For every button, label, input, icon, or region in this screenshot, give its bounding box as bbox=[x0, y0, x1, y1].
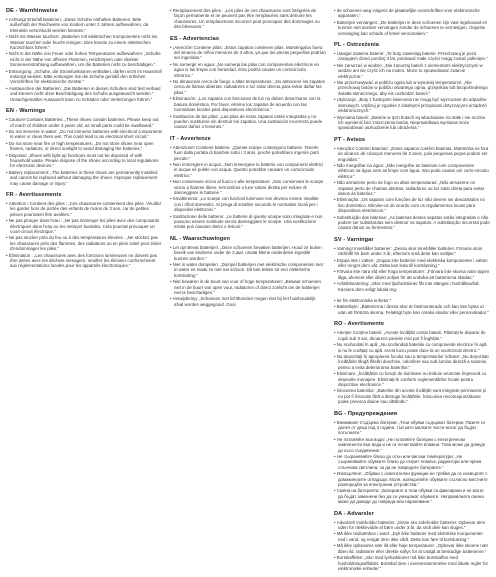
warning-item: • Disposal: „Shoes with light-up functions must not be disposed of with household waste. Please dispose of the shoes according to local regulations for electronic devices.“ bbox=[6, 153, 162, 169]
warning-item: • Смяна на батерията: „Батериите в тези обувки са фиксирани и не могат да бъдат заменени без да се унищожат обувките. Неправилната смяна може да доведе до повреда или нараняване.“ bbox=[334, 488, 490, 504]
warning-item: • Atenção! Contém baterias: „Estes sapatos contêm baterias. Mantenha-os fora do alcance de crianças menores de 3 anos, pois pequenas peças podem ser engolidas.“ bbox=[334, 146, 490, 162]
warning-item: • Nie zanurzać w wodzie: „Nie zanurzaj baterii z elementami elektrycznymi w wodzie ani nie czyść ich na mokro. Może to spowodować zwarcie elektryczne.“ bbox=[334, 63, 490, 79]
section-title: PL - Ostrzeżenia bbox=[334, 42, 380, 49]
warning-section bbox=[170, 36, 326, 130]
warning-item: • Înlocuirea bateriilor: „Bateriile din aceste încălțări sunt integrate permanent și nu pot fi înlocuite fără a distruge încălțările. Înlocuirea necorespunzătoare poate provoca daune sau vătămări.“ bbox=[334, 388, 490, 404]
warning-item: • Wymiana baterii: „Baterie w tych butach są wbudowane na stałe i nie można ich wymienić bez zniszczenia butów. Nieprawidłowa wymiana może spowodować uszkodzenie lub obrażenia.“ bbox=[334, 115, 490, 131]
warning-item: • Batteribyte: „Batterierna i dessa skor är fastmonterade och kan inte bytas ut utan att förstöra skorna. Felaktigt byte kan orsaka skador eller personskador.“ bbox=[334, 304, 490, 315]
warning-item: • Не потапяйте във вода: „Не потапяйте батерии с електрически компоненти във вода и не ги почиствайте влажни. Това може да доведе до късо съединение.“ bbox=[334, 437, 490, 453]
warning-item: • Não mergulhar na água: „Não mergulhe as baterias com componentes elétricos na água nem as limpe com água. Isso pode causar um curto-circuito elétrico.“ bbox=[334, 163, 490, 179]
warning-item: • Non conservare vicino al fuoco o alle temperature: „Non conservare le scarpe vicino a fiamme libere, termosifoni o luce solare diretta per evitare di danneggiare le batterie.“ bbox=[170, 179, 326, 195]
section-title: DE - Warnhinweise bbox=[6, 8, 58, 14]
warning-section bbox=[334, 298, 490, 315]
warning-item: • Eliminación: „Los zapatos con funciones de luz no deben desecharse con la basura doméstica. Por favor, elimine los zapatos de acuerdo con las normativas locales para dispositivos electrónicos.“ bbox=[170, 96, 326, 112]
section-title: EN - Warnings bbox=[6, 108, 46, 115]
section-title: IT - Avvertenze bbox=[170, 135, 211, 142]
warning-section bbox=[170, 236, 326, 307]
warning-item: • Nie przechowywać w pobliżu ognia lub w wysokiej temperaturze: „Nie przechowuj butów w pobliżu otwartego ognia, grzejników lub bezpośredniego światła słonecznego, aby nie uszkodzić baterii.“ bbox=[334, 80, 490, 96]
warning-item: • Sustitución de las pilas: „Las pilas de estos zapatos están integradas y no pueden sustituirse sin destruir los zapatos. Una sustitución incorrecta puede causar daños o lesiones.“ bbox=[170, 114, 326, 130]
warning-item: • Varning! Innehåller batterier: „Dessa skor innehåller batterier. Förvara utom räckhåll för barn under 3 år, eftersom små delar kan sväljas.“ bbox=[334, 246, 490, 257]
warning-item: • Eliminare: „Încălțările cu funcții de iluminare nu trebuie aruncate împreună cu deșeurile menajere. Eliminați-le conform reglementărilor locale pentru dispozitive electronice.“ bbox=[334, 371, 490, 387]
warning-item: • Do not store near fire or high temperatures: „Do not store shoes near open flames, radiators, or direct sunlight to avoid damaging the batteries.“ bbox=[6, 141, 162, 152]
warning-item: • Må ikke opbevares nær ild eller høje temperaturer: „Opbevar ikke skoene nær åben ild, radiatorer eller direkte sollys for at undgå at beskadige batterierne.“ bbox=[334, 543, 490, 554]
warning-item: • Не съхранявайте близо до огън или високи температури: „Не съхранявайте обувките близо до открит пламък, радиатори или пряка слънчева светлина, за да не повредите батериите.“ bbox=[334, 454, 490, 470]
warning-item: • Attention ! Contient des piles : „Ces chaussures contiennent des piles. Veuillez les garder hors de portée des enfants de moins de 3 ans, car de petites pièces pourraient être avalées.“ bbox=[6, 201, 162, 217]
warning-item: • Élimination : „Les chaussures avec des fonctions lumineuses ne doivent pas être jetées avec les déchets ménagers. Veuillez les éliminer conformément aux réglementations locales pour les appareils électroniques.“ bbox=[6, 253, 162, 269]
warning-item: • Niet in water dompelen: „Dompel batterijen met elektrische componenten niet in water en maak ze niet nat schoon. Dit kan leiden tot een elektrische kortsluiting.“ bbox=[170, 262, 326, 278]
column-1 bbox=[6, 8, 162, 577]
warning-item: • No sumergir en agua: „No sumerja las pilas con componentes eléctricos en agua ni las limpie con humedad. Esto podría causar un cortocircuito eléctrico.“ bbox=[170, 62, 326, 78]
warning-item: • Austauschen der Batterien: „Die Batterien in diesen Schuhen sind fest verbaut und können nicht ohne Beschädigung des Schuhs ausgetauscht werden.“ Unsachgemäßer Austausch kann zu Schäden oder Verletzungen führen.“ bbox=[6, 86, 162, 102]
warning-section bbox=[334, 511, 490, 572]
section-title: SV - Varningar bbox=[334, 236, 374, 243]
column-2 bbox=[170, 8, 326, 577]
warning-item: • Nicht ins Wasser tauchen: „Batterien mit elektrischen Komponenten nicht ins Wasser tauchen oder feucht reinigen. Dies könnte zu einem elektrischen Kurzschluss führen.“ bbox=[6, 34, 162, 50]
warning-section bbox=[334, 42, 490, 131]
warning-item: • Ne pas plonger dans l'eau : „Ne pas immerger les piles avec des composants électriques dans l'eau ou les nettoyer humides. Cela pourrait provoquer un court-circuit électrique.“ bbox=[6, 218, 162, 234]
warning-item: • Doppa inte i vatten: „Doppa inte batterier med elektriska komponenter i vatten eller rengör dem våt. Detta kan leda till kortslutning.“ bbox=[334, 258, 490, 269]
warning-item: • Uwaga! Zawiera baterie: „Te buty zawierają baterie. Przechowuj je poza zasięgiem dzieci poniżej 3 lat, ponieważ małe części mogą zostać połknięte.“ bbox=[334, 51, 490, 62]
warning-item: • Do not immerse in water: „Do not immerse batteries with electrical components in water or clean them wet. This could lead to an electrical short circuit.“ bbox=[6, 129, 162, 140]
warning-item: • de schoenen weg volgens de plaatselijke voorschriften voor elektronische apparaten.“ bbox=[334, 8, 490, 19]
warning-section bbox=[6, 192, 162, 269]
warning-item: • Sostituzione delle batterie: „Le batterie di queste scarpe sono integrate e non possono essere sostituite senza danneggiare le scarpe. Una sostituzione errata può causare danni o lesioni.“ bbox=[170, 214, 326, 230]
warning-section bbox=[6, 8, 162, 102]
warning-item: • Nicht in der Nähe von Feuer oder hohen Temperaturen aufbewahren: „Schuhe nicht in der Nähe von offenen Flammen, Heizkörpern oder direkter Sonneneinstrahlung aufbewahren, um die Batterien nicht zu beschädigen.“ bbox=[6, 51, 162, 67]
warning-item: • Eliminação: „Os sapatos com funções de luz não devem ser descartados no lixo doméstico. Elimine-os de acordo com os regulamentos locais para dispositivos eletrónicos.“ bbox=[334, 197, 490, 213]
warning-section bbox=[334, 137, 490, 231]
warning-item: • Ne pas stocker près du feu ou à des températures élevées : „Ne stockez pas les chaussures près des flammes, des radiateurs ou en plein soleil pour éviter d'endommager les piles.“ bbox=[6, 235, 162, 251]
warning-item: • Entsorgung: „Schuhe, die Stromfunktionen enthalten, dürfen nicht im Hausmüll entsorgt werden. Bitte entsorgen Sie die Schuhe gemäß den örtlichen Vorschriften für elektronische Geräte.“ bbox=[6, 69, 162, 85]
warning-section bbox=[334, 321, 490, 404]
warning-item: • Verwijdering: „Schoenen met lichtfuncties mogen niet bij het huishoudelijk afval worden weggegooid. Gooi bbox=[170, 296, 326, 307]
warning-section bbox=[170, 8, 326, 30]
warning-section bbox=[334, 411, 490, 505]
section-title: BG - Предупреждения bbox=[334, 410, 398, 417]
warning-item: • Må ikke nedsænkes i vand: „Dyk ikke batterier med elektriske komponenter ned i vand, og rengør dem ikke vådt. Dette kan føre til kortslutning.“ bbox=[334, 531, 490, 542]
warning-item: • Atenție! Conține baterii: „Aceste încălțări conțin baterii. Păstrați-le departe de copiii sub 3 ani, deoarece piesele mici pot fi înghițite.“ bbox=[334, 330, 490, 341]
warning-item: • Batterijen vervangen: „De batterijen in deze schoenen zijn vast ingebouwd en kunnen niet worden vervangen zonder de schoenen te vernietigen. Onjuiste vervanging kan schade of letsel veroorzaken.“ bbox=[334, 20, 490, 36]
warning-item: • Caution! Contains Batteries: „These shoes contain batteries. Please keep out of reach of children under 3 years old, as small parts could be swallowed.“ bbox=[6, 117, 162, 128]
section-title: FR - Avertissements bbox=[6, 191, 62, 198]
warning-item: • Изхвърляне: „Обувки с осветителни функции не трябва да се изхвърлят с домакинските отпадъци. Моля, изхвърляйте обувките съгласно местните разпоредби за електронни устройства.“ bbox=[334, 471, 490, 487]
section-title: ES - Advertencias bbox=[170, 35, 220, 42]
warning-section bbox=[6, 108, 162, 186]
warning-item: • Внимание! Съдържа батерии: „Тези обувки съдържат батерии. Пазете ги далеч от деца под 3 години, тъй като малките части могат да бъдат погълнати.“ bbox=[334, 420, 490, 436]
warning-item: • Substituição das baterias: „As baterias destes sapatos estão integradas e não podem ser substituídas sem destruir os sapatos. A substituição incorreta pode causar danos ou ferimentos.“ bbox=[334, 215, 490, 231]
warning-item: • Remplacement des piles : „Les piles de ces chaussures sont intégrées de façon permanente et ne peuvent pas être remplacées sans détruire les chaussures. Un remplacement incorrect peut provoquer des dommages ou des blessures.“ bbox=[170, 8, 326, 30]
warning-section bbox=[170, 136, 326, 230]
warning-item: • Förvara inte nära eld eller höga temperaturer: „Förvara inte skorna nära öppen låga, element eller direkt solljus för att undvika att batterierna skadas.“ bbox=[334, 269, 490, 280]
warning-item: • Nu scufundați în apă: „Nu scufundați bateriile cu componente electrice în apă și nu le curățați cu apă. Acest lucru poate duce la un scurtcircuit electric.“ bbox=[334, 342, 490, 353]
warning-item: • Attenzione! Contiene batterie: „Queste scarpe contengono batterie. Tenerle fuori dalla portata di bambini sotto i 3 anni, poiché potrebbero ingerire parti piccole.“ bbox=[170, 145, 326, 161]
warning-item: • Bortskaffelse: „Sko med lysfunktioner må ikke bortskaffes med husholdningsaffaldet. Bortskaf dem i overensstemmelse med lokale regler for elektroniske enheder.“ bbox=[334, 555, 490, 571]
warning-section bbox=[334, 8, 490, 36]
warning-item: • No almacenar cerca de fuego o altas temperaturas: „No almacene los zapatos cerca de llamas abiertas, radiadores o luz solar directa para evitar dañar las pilas.“ bbox=[170, 79, 326, 95]
section-title: NL - Waarschuwingen bbox=[170, 235, 231, 242]
warning-item: • Não armazene perto de fogo ou altas temperaturas: „Não armazene os sapatos perto de chamas abertas, radiadores ou luz solar direta para evitar danos às baterias.“ bbox=[334, 180, 490, 196]
column-3 bbox=[334, 8, 490, 577]
warning-item: • Avfallshantering: „Skor med ljusfunktioner får inte slängas i hushållsavfall. Kassera dem enligt lokala reg- bbox=[334, 281, 490, 292]
section-title: PT - Avisos bbox=[334, 136, 366, 143]
warning-item: • Advarsel! Indeholder batterier: „Disse sko indeholder batterier. Opbevar dem uden for rækkevidde af børn under 3 år, da små dele kan sluges.“ bbox=[334, 520, 490, 531]
warning-item: • Let op! Bevat batterijen: „Deze schoenen bevatten batterijen. Houd ze buiten bereik van kinderen onder de 3 jaar, omdat kleine onderdelen ingeslikt kunnen worden.“ bbox=[170, 245, 326, 261]
section-title: RO - Avertismente bbox=[334, 321, 385, 328]
warning-item: • Achtung! Ertiefall Batterien: „Diese Schuhe enthalten Batterien. Bitte außerhalb der Reichweite von Kindern unter 3 Jahren aufbewahren, da Kleinteile verschluckt werden könnten.“ bbox=[6, 17, 162, 33]
warning-section bbox=[334, 237, 490, 292]
warning-item: • Utylizacja: „Buty z funkcjami świecenia nie mogą być wyrzucane do odpadów domowych. Utylizuj je zgodnie z lokalnymi przepisami dotyczącymi urządzeń elektronicznych.“ bbox=[334, 97, 490, 113]
warning-item: • Battery replacement: „The batteries in these shoes are permanently installed and cannot be replaced without damaging the shoes. Improper replacement may cause damage or injury.“ bbox=[6, 170, 162, 186]
warning-item: • Non immergere in acqua: „Non immergere le batterie con componenti elettrici in acqua né pulirle con acqua. Questo potrebbe causare un cortocircuito elettrico.“ bbox=[170, 162, 326, 178]
warning-item: • ¡Atención! Contiene pilas: „Estos zapatos contienen pilas. Manténgalos fuera del alcance de niños menores de 3 años, ya que las piezas pequeñas podrían ser ingeridas.“ bbox=[170, 45, 326, 61]
warning-item: • Smaltimento: „Le scarpe con funzioni luminose non devono essere smaltite con i rifiuti domestici. Si prega di smaltire secondo le normative locali per i dispositivi elettronici.“ bbox=[170, 196, 326, 212]
section-title: DA - Advarsler bbox=[334, 510, 374, 517]
warning-item: • ler för elektroniska enheter.“ bbox=[334, 298, 490, 303]
warning-item: • Niet bewaren in de buurt van vuur of hoge temperaturen: „Bewaar schoenen niet in de buurt van open vuur, radiatoren of direct zonlicht om de batterijen niet te beschadigen.“ bbox=[170, 279, 326, 295]
warning-item: • Nu depozitați în apropierea focului sau a temperaturilor ridicate: „Nu depozitați încălțările lângă flăcări deschise, calorifere sau sub lumina directă a soarelui, pentru a evita deteriorarea bateriilor.“ bbox=[334, 354, 490, 370]
